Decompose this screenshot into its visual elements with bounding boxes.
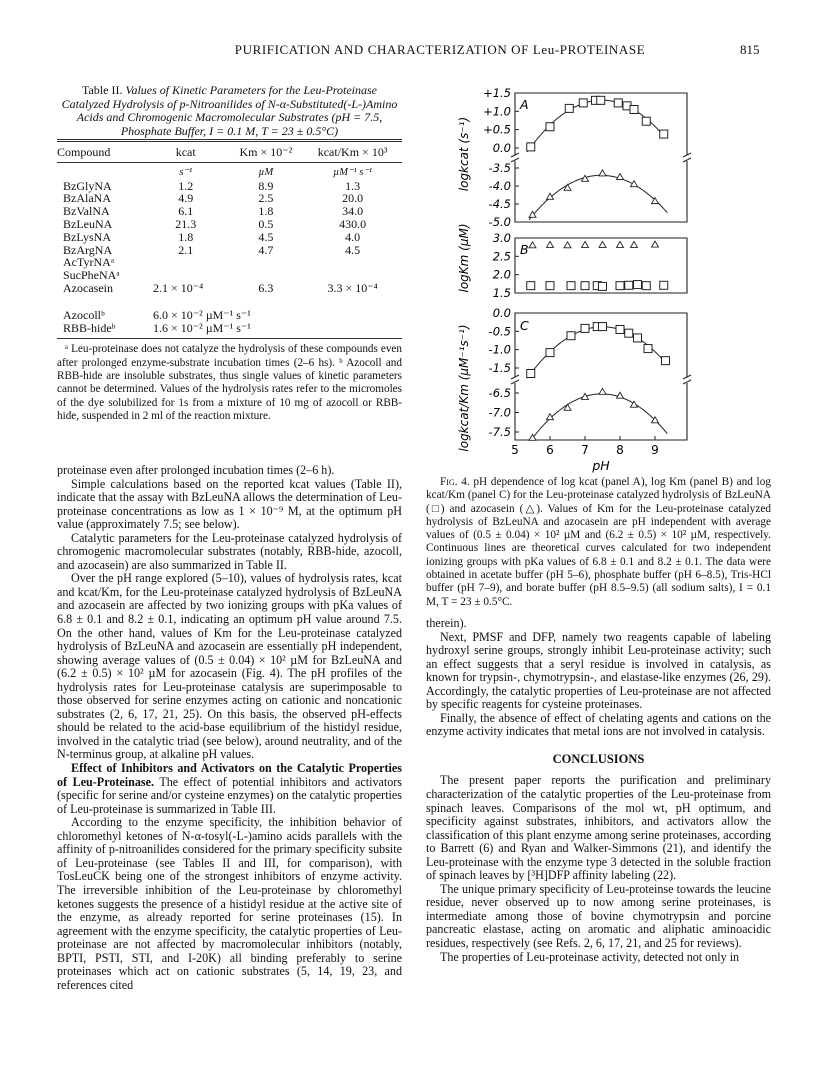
y-tick-label: -7.0 bbox=[488, 405, 511, 420]
unit-cell: µM bbox=[258, 166, 274, 178]
table-cell: 6.1 bbox=[178, 204, 194, 219]
panel-label: A bbox=[520, 97, 529, 112]
y-tick-label: 3.0 bbox=[492, 231, 511, 245]
table-cell: 1.8 bbox=[258, 204, 274, 219]
square-marker bbox=[581, 324, 589, 332]
left-column bbox=[57, 464, 402, 992]
triangle-marker bbox=[529, 242, 536, 248]
table-caption: Values of Kinetic Parameters for the Leu-Proteinase Catalyzed Hydrolysis of p-Nitroanilides of N-α-Substituted(-L-)Amino Acids and Chromogenic Macromolecular Substrates (pH = 7.5, Phosphate Buffer, I = 0.1 M, T = 23 ± 0.5°C) bbox=[61, 83, 398, 138]
table-cell: BzArgNA bbox=[63, 242, 113, 257]
unit-cell bbox=[57, 162, 143, 179]
x-axis-label: pH bbox=[592, 458, 610, 473]
square-marker bbox=[527, 282, 535, 290]
triangle-marker bbox=[617, 392, 624, 398]
square-marker bbox=[546, 282, 554, 290]
paragraph: Over the pH range explored (5–10), values of hydrolysis rates, kcat and kcat/Km, for the Leu-proteinase catalyzed hydrolysis of BzLeuNA and azocasein are affected by two ionizing groups with pKa values of 6.8 ± 0.1 and 8.2 ± 0.1, indicating an optimum pH value around 7.5. On the other hand, values of Km for the Leu-proteinase catalyzed hydrolysis of BzLeuNA and azocasein are essentially pH independent, showing average values of (0.5 ± 0.04) × 10² µM for BzLeuNA and (6.2 ± 0.5) × 10² µM for azocasein (Fig. 4). The pH profiles of the hydrolysis rates for Leu-proteinase catalysis are superimposable to those observed for serine enzymes acting on cationic and noncationic substrates (2, 6, 17, 21, 25). On this basis, the observed pH-effects should be related to the acid-base equilibrium of the histidyl residue, involved in the catalytic triad (see below), around neutrality, and of the N-terminus group, at alkaline pH values. bbox=[57, 571, 402, 762]
column-header: Km × 10⁻² bbox=[228, 142, 303, 163]
column-header: Compound bbox=[57, 142, 143, 163]
kinetic-table bbox=[57, 141, 402, 339]
table-cell: 2.5 bbox=[258, 191, 274, 206]
column-header: kcat/Km × 10³ bbox=[303, 142, 402, 163]
unit-cell: µM⁻¹ s⁻¹ bbox=[333, 166, 373, 178]
table-cell: BzGlyNA bbox=[63, 178, 112, 193]
y-axis-label: logKm (µM) bbox=[457, 223, 471, 293]
table-cell: 4.5 bbox=[345, 242, 361, 257]
footnote: ᵃ Leu-proteinase does not catalyze the hydrolysis of these compounds even after prolonged enzyme-substrate incubation times (2–6 hs). ᵇ Azocoll and RBB-hide are insoluble substrates, thus single values of kinetic parameters cannot be determined. Values of the hydrolysis rates refer to the micromoles of the dye solubilized for 1s from a mixture of 10 mg of azocoll or RBB-hide, suspended in 2 ml of the reaction mixture. bbox=[57, 343, 402, 422]
square-marker bbox=[616, 326, 624, 334]
table-footnotes bbox=[57, 343, 402, 423]
triangle-marker bbox=[599, 241, 606, 247]
paragraph: According to the enzyme specificity, the inhibition behavior of chloromethyl ketones of N-α-tosyl(-L-)amino acids parallels with the affinity of p-nitroanilides considered for the primary specificity subsite of Leu-proteinase (see Tables II and III, for comparison), with TosLeuCK being one of the strongest inhibitors of enzyme activity. The irreversible inhibition of the Leu-proteinase by chloromethyl ketones suggests the presence of a histidyl residue at the active site of the enzyme, as already reported for serine proteinases (15). In agreement with the enzyme specificity, the catalytic properties of Leu-proteinase are not affected by macromolecular inhibitors (notably, BPTI, PSTI, STI, and I-20K) all binding preferably to serine proteinases which act on cationic substrates (5, 14, 19, 23, and references cited bbox=[57, 815, 402, 992]
triangle-marker bbox=[631, 241, 638, 247]
unit-cell: s⁻¹ bbox=[179, 166, 193, 178]
square-marker bbox=[527, 370, 535, 378]
table-cell: Azocasein bbox=[63, 280, 113, 295]
y-tick-label: 0.0 bbox=[492, 306, 511, 320]
paragraph-effect bbox=[57, 762, 402, 816]
section-heading: Effect of Inhibitors and Activators on the Catalytic Properties of Leu-Proteinase. bbox=[57, 761, 402, 789]
square-marker bbox=[662, 357, 670, 365]
y-tick-label: 0.0 bbox=[492, 141, 511, 155]
table-cell: 0.5 bbox=[258, 216, 274, 231]
plot-frame bbox=[515, 93, 687, 222]
square-marker bbox=[597, 96, 605, 104]
paragraph: Simple calculations based on the reported kcat values (Table II), indicate that the assay with BzLeuNA allows the determination of Leu-proteinase concentrations as low as 1 × 10⁻⁹ M, at the optimum pH value (approximately 7.5; see below). bbox=[57, 476, 402, 532]
square-marker bbox=[527, 143, 535, 151]
table-cell: 4.9 bbox=[178, 191, 194, 206]
square-marker bbox=[599, 323, 607, 331]
paragraph: The present paper reports the purification and preliminary characterization of the catalytic properties of the Leu-proteinase from spinach leaves. Comparisons of the mol wt, pH optimum, and specificity against substrates, inhibitors, and activators allow the classification of this plant enzyme among serine proteinases, according to Barrett (6) and Ryan and Walker-Simmons (21), and identify the Leu-proteinase with the enzyme type 3 detected in the soluble fraction of spinach leaves by [³H]DFP affinity labeling (22). bbox=[426, 773, 771, 883]
triangle-marker bbox=[564, 184, 571, 190]
table-label: Table II. bbox=[81, 83, 123, 97]
figure-caption bbox=[426, 476, 771, 609]
running-title: PURIFICATION AND CHARACTERIZATION OF Leu-PROTEINASE bbox=[234, 42, 646, 57]
square-marker bbox=[625, 329, 633, 337]
table-cell bbox=[143, 256, 228, 269]
table-cell: 8.9 bbox=[258, 178, 274, 193]
table-cell bbox=[228, 256, 303, 269]
triangle-marker bbox=[652, 198, 659, 204]
y-tick-label: -5.0 bbox=[488, 215, 511, 229]
table-cell: 20.0 bbox=[342, 191, 364, 206]
square-marker bbox=[634, 334, 642, 342]
paragraph: Finally, the absence of effect of chelating agents and cations on the enzyme activity indicates that metal ions are not involved in catalysis. bbox=[426, 710, 771, 739]
column-header: kcat bbox=[143, 142, 228, 163]
y-tick-label: 2.5 bbox=[492, 249, 511, 264]
square-marker bbox=[630, 106, 638, 114]
caption-label: Fig. 4. bbox=[440, 476, 470, 488]
table-row bbox=[57, 295, 402, 322]
triangle-marker bbox=[599, 388, 606, 394]
table-cell: AcTyrNAᵃ bbox=[63, 255, 115, 270]
table-cell: BzLysNA bbox=[63, 229, 111, 244]
triangle-marker bbox=[582, 393, 589, 399]
table-row bbox=[57, 218, 402, 231]
triangle-marker bbox=[617, 241, 624, 247]
plot-frame bbox=[515, 313, 687, 440]
paragraph: Next, PMSF and DFP, namely two reagents capable of labeling hydroxyl serine groups, strongly inhibit Leu-proteinase activity; such an effect suggests that a seryl residue is involved in catalysis, as known for trypsin-, chymotrypsin-, and elastase-like enzymes (26, 29). Accordingly, the catalytic properties of Leu-proteinase are not affected by specific reagents for cysteine proteinases. bbox=[426, 629, 771, 712]
square-marker bbox=[642, 282, 650, 290]
paragraph: The unique primary specificity of Leu-proteinse towards the leucine residue, never observed up to now among serine proteinases, is intermediate among those of bovine chymotrypsin and porcine pancreatic elastase, acting on aromatic and aliphatic aminoacidic residues, respectively (see Refs. 2, 6, 17, 21, and 25 for reviews). bbox=[426, 881, 771, 950]
y-tick-label: -4.0 bbox=[488, 179, 511, 193]
table-cell: 6.3 bbox=[258, 280, 274, 295]
y-tick-label: -4.5 bbox=[488, 197, 511, 211]
triangle-marker bbox=[547, 241, 554, 247]
table-cell: 2.1 × 10⁻⁴ bbox=[153, 280, 204, 295]
y-tick-label: -1.0 bbox=[488, 342, 511, 357]
table-cell: 1.3 bbox=[345, 178, 361, 193]
figure-4 bbox=[440, 80, 700, 475]
triangle-marker bbox=[547, 193, 554, 199]
table-cell: SucPheNAᵃ bbox=[63, 268, 120, 283]
y-tick-label: +1.0 bbox=[483, 104, 511, 119]
x-tick-label: 9 bbox=[651, 443, 659, 457]
y-tick-label: +0.5 bbox=[483, 122, 511, 137]
table-cell: BzValNA bbox=[63, 204, 110, 219]
square-marker bbox=[634, 281, 642, 289]
conclusions-heading: CONCLUSIONS bbox=[552, 751, 645, 766]
paragraph: The properties of Leu-proteinase activity, detected not only in bbox=[440, 949, 740, 964]
square-marker bbox=[660, 130, 668, 138]
table-row bbox=[57, 282, 402, 295]
paragraph-text: The effect of potential inhibitors and activators (specific for serine and/or cysteine enzymes) on the catalytic properties of Leu-proteinase is summarized in Table III. bbox=[57, 774, 402, 816]
square-marker bbox=[642, 117, 650, 125]
y-tick-label: -7.5 bbox=[488, 425, 511, 439]
table-cell: 4.0 bbox=[345, 229, 361, 244]
square-marker bbox=[625, 281, 633, 289]
triangle-marker bbox=[599, 170, 606, 176]
y-tick-label: 2.0 bbox=[492, 267, 511, 282]
y-tick-label: 1.5 bbox=[492, 286, 511, 300]
square-marker bbox=[660, 281, 668, 289]
y-axis-label: logkcat (s⁻¹) bbox=[457, 116, 471, 192]
y-axis-label: logkcat/Km (µM⁻¹s⁻¹) bbox=[457, 324, 471, 452]
square-marker bbox=[546, 123, 554, 131]
table-cell bbox=[303, 256, 402, 269]
caption-text: pH dependence of log kcat (panel A), log Km (panel B) and log kcat/Km (panel C) for the Leu-proteinase catalyzed hydrolysis of BzLeuNA (□) and azocasein (△). Values of Km for the Leu-proteinase catalyzed hydrolysis of BzLeuNA and azocasein are pH independent with average values of (0.5 ± 0.04) × 10² µM and (6.2 ± 0.5) × 10² µM, respectively. Continuous lines are theoretical curves calculated for two independent ionizing groups with pKa values of 6.8 ± 0.1 and 8.2 ± 0.1. The data were obtained in acetate buffer (pH 5–6), phosphate buffer (pH 6–8.5), Tris-HCl buffer (pH 7–9), and borate buffer (pH 8.5–9.5) (all sodium salts), I = 0.1 M, T = 23 ± 0.5°C. bbox=[426, 476, 771, 608]
table-title bbox=[57, 84, 402, 138]
table-cell: 1.2 bbox=[178, 178, 194, 193]
right-column bbox=[426, 476, 771, 964]
x-tick-label: 5 bbox=[511, 443, 519, 457]
page-number: 815 bbox=[740, 42, 760, 57]
panel-label: B bbox=[520, 242, 529, 257]
y-tick-label: -1.5 bbox=[488, 361, 511, 375]
table-cell: RBB-hideᵇ bbox=[57, 322, 143, 339]
table-cell: 34.0 bbox=[342, 204, 364, 219]
table-cell: 6.0 × 10⁻² µM⁻¹ s⁻¹ bbox=[153, 307, 251, 322]
triangle-marker bbox=[652, 241, 659, 247]
square-marker bbox=[616, 282, 624, 290]
x-tick-label: 8 bbox=[616, 443, 624, 457]
y-tick-label: -6.5 bbox=[488, 386, 511, 400]
triangle-marker bbox=[617, 174, 624, 180]
table-ii bbox=[57, 84, 402, 423]
triangle-marker bbox=[582, 241, 589, 247]
table-row bbox=[57, 322, 402, 339]
y-tick-label: -3.5 bbox=[488, 161, 511, 175]
table-cell: 3.3 × 10⁻⁴ bbox=[327, 280, 378, 295]
y-tick-label: +1.5 bbox=[483, 86, 511, 100]
units-row bbox=[57, 162, 402, 179]
square-marker bbox=[567, 282, 575, 290]
paragraph: Catalytic parameters for the Leu-proteinase catalyzed hydrolysis of chromogenic macromolecular substrates (notably, RBB-hide, azocoll, and azocasein) are also summarized in Table II. bbox=[57, 530, 402, 572]
panel-label: C bbox=[520, 318, 529, 333]
table-cell: 21.3 bbox=[175, 216, 197, 231]
square-marker bbox=[581, 282, 589, 290]
triangle-marker bbox=[564, 404, 571, 410]
table-cell: 4.5 bbox=[258, 229, 274, 244]
table-row bbox=[57, 231, 402, 244]
y-tick-label: -0.5 bbox=[488, 324, 511, 339]
square-marker bbox=[599, 282, 607, 290]
paragraph: therein). bbox=[426, 615, 467, 630]
square-marker bbox=[644, 345, 652, 353]
table-cell: 430.0 bbox=[339, 216, 367, 231]
square-marker bbox=[579, 99, 587, 107]
table-cell: 1.6 × 10⁻² µM⁻¹ s⁻¹ bbox=[143, 322, 402, 339]
square-marker bbox=[565, 104, 573, 112]
square-marker bbox=[567, 332, 575, 340]
triangle-marker bbox=[564, 242, 571, 248]
x-tick-label: 7 bbox=[581, 443, 589, 457]
table-cell: 4.7 bbox=[258, 242, 274, 257]
table-cell: 2.1 bbox=[178, 242, 194, 257]
square-marker bbox=[614, 99, 622, 107]
table-cell: BzAlaNA bbox=[63, 191, 111, 206]
square-marker bbox=[546, 349, 554, 357]
table-cell: BzLeuNA bbox=[63, 216, 113, 231]
table-cell: Azocollᵇ bbox=[63, 307, 105, 322]
x-tick-label: 6 bbox=[546, 443, 554, 457]
table-cell: 1.8 bbox=[178, 229, 194, 244]
paragraph: proteinase even after prolonged incubation times (2–6 h). bbox=[57, 463, 335, 477]
